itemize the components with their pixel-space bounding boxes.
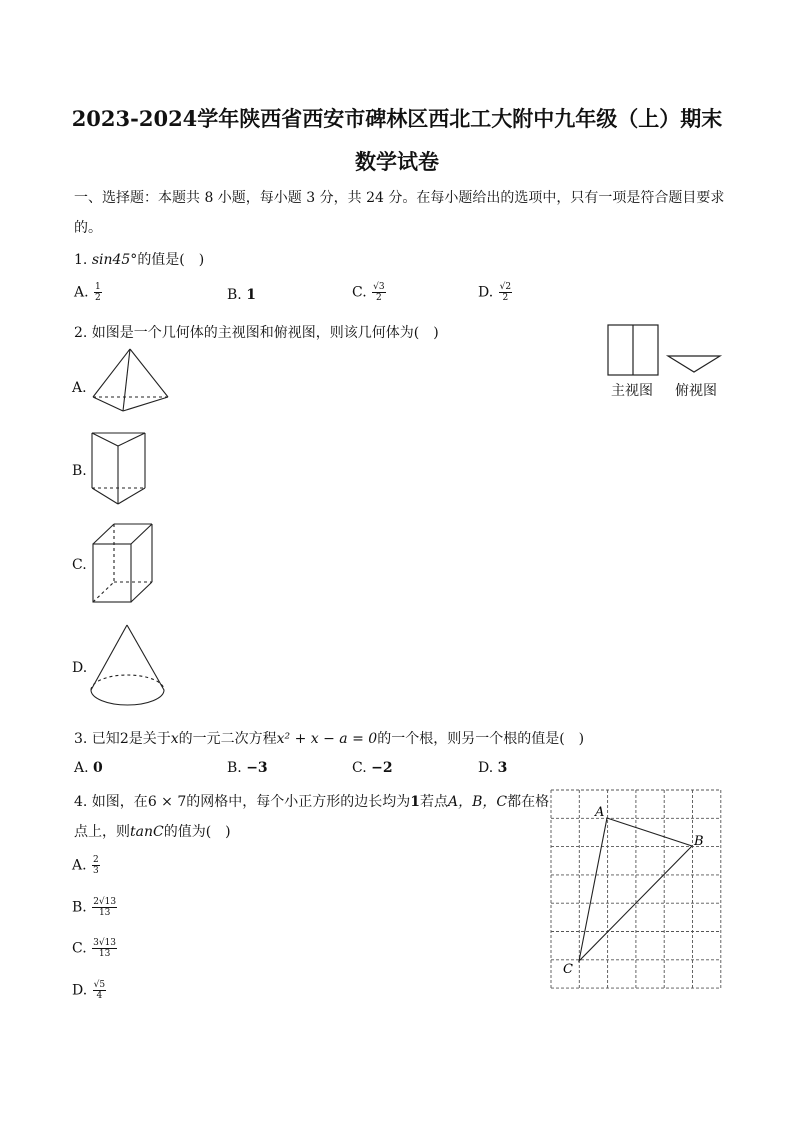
- option-letter: A.: [74, 284, 89, 301]
- q1-option-c[interactable]: [352, 282, 387, 303]
- option-letter: B.: [227, 287, 242, 303]
- point-a-label: A: [595, 805, 605, 820]
- q3-option-a[interactable]: A. 0: [74, 760, 103, 776]
- q2-option-a-pyramid: [88, 345, 173, 415]
- three-view-figure: [600, 320, 730, 380]
- q4-grid-figure: [546, 786, 726, 996]
- front-view-label: 主视图: [611, 383, 653, 399]
- point-b-label: B: [694, 834, 704, 849]
- fraction: $\frac{√3}{2}$: [373, 282, 385, 303]
- option-value: 1: [246, 287, 256, 303]
- q3-option-b[interactable]: B. −3: [227, 760, 268, 776]
- question-4-line1: 4. 如图，在6 × 7的网格中，每个小正方形的边长均为1若点A，B，C都在格: [74, 794, 550, 810]
- q4-option-b[interactable]: B. $\frac{2√13}{13}$: [72, 897, 117, 918]
- q1-option-d[interactable]: [478, 282, 513, 303]
- q2-option-c-label[interactable]: C.: [72, 557, 87, 573]
- q4-option-c[interactable]: C. $\frac{3√13}{13}$: [72, 938, 117, 959]
- grid-lines: [551, 790, 721, 988]
- q3-equation: x² + x − a = 0: [276, 731, 378, 747]
- point-c-label: C: [563, 962, 573, 977]
- q4-option-d[interactable]: D. $\frac{√5}{4}$: [72, 980, 106, 1001]
- section-header-line1: 一、选择题：本题共 8 小题，每小题 3 分，共 24 分。在每小题给出的选项中，只有一项是符合题目要求: [74, 190, 725, 206]
- question-2: 2. 如图是一个几何体的主视图和俯视图，则该几何体为( ): [74, 325, 439, 341]
- triangle-abc: [579, 818, 692, 961]
- fraction: $\frac{1}{2}$: [95, 282, 101, 303]
- q4-option-a[interactable]: A. $\frac{2}{3}$: [72, 855, 99, 876]
- section-header: [74, 187, 724, 207]
- question-4-line2: 点上，则tanC的值为( ): [74, 824, 231, 840]
- q3-option-c[interactable]: C. −2: [352, 760, 393, 776]
- question-3: 3. 已知2是关于x的一元二次方程x² + x − a = 0的一个根，则另一个根的值是( ): [74, 731, 585, 747]
- q2-option-b-label[interactable]: B.: [72, 463, 87, 479]
- section-header-line2: 的。: [74, 220, 102, 236]
- option-letter: D.: [478, 284, 494, 301]
- q1-number: 1.: [74, 252, 88, 268]
- top-view-triangle: [668, 356, 720, 372]
- question-1: [74, 249, 204, 269]
- q2-option-d-label[interactable]: D.: [72, 660, 88, 676]
- q1-expression: sin45°: [91, 252, 138, 268]
- q2-option-c-box: [88, 520, 158, 608]
- q1-option-a[interactable]: [74, 282, 103, 303]
- exam-title-line1: 2023-2024学年陕西省西安市碑林区西北工大附中九年级（上）期末: [71, 106, 723, 131]
- q1-text: 的值是( ): [137, 252, 205, 268]
- q2-option-a-label[interactable]: A.: [72, 380, 87, 396]
- q3-option-d[interactable]: D. 3: [478, 760, 508, 776]
- q2-option-d-cone: [88, 622, 170, 710]
- exam-title-line2: 数学试卷: [355, 149, 439, 174]
- q1-option-b[interactable]: [227, 287, 256, 303]
- q2-option-b-prism: [88, 428, 153, 510]
- top-view-label: 俯视图: [675, 383, 717, 399]
- option-letter: C.: [352, 284, 367, 301]
- fraction: $\frac{√2}{2}$: [499, 282, 512, 303]
